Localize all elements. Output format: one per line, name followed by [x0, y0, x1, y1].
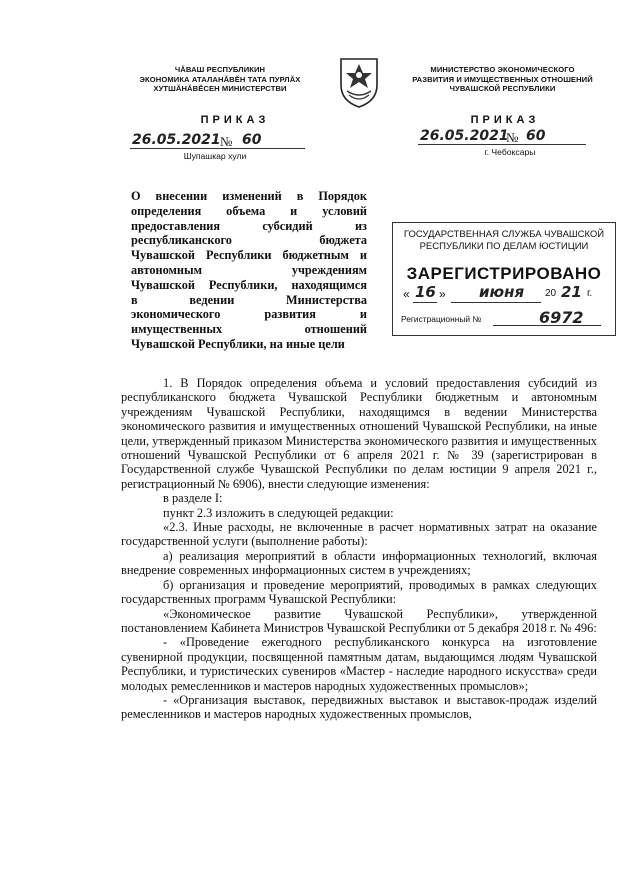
stamp-line-2: РЕСПУБЛИКИ ПО ДЕЛАМ ЮСТИЦИИ: [419, 241, 589, 252]
order-number-left: 60: [242, 132, 262, 148]
header-left-line: ХУТШĂНĂВĔСЕН МИНИСТЕРСТВИ: [153, 84, 287, 94]
stamp-reg-line: [493, 325, 601, 326]
title-line: Чувашской Республики, находящимся: [131, 277, 367, 292]
order-title-left: ПРИКАЗ: [200, 114, 270, 126]
order-place-right: г. Чебоксары: [484, 147, 536, 157]
stamp-year-end: г.: [587, 288, 593, 299]
body-paragraph-8: - «Проведение ежегодного республиканского конкурса на изготовление сувенирной продукции, посвященной памятным датам, выдающимся людям Чувашской Республики, и туристических сувениров «Мастер - наследие народного искусства» среди молодых ремесленников и мастеров народных художественных промыслов»;: [121, 635, 597, 693]
stamp-reg-label: Регистрационный №: [401, 314, 482, 324]
body-paragraph-4: «2.3. Иные расходы, не включенные в расчет нормативных затрат на оказание государственной услуги (выполнение работы):: [121, 520, 597, 549]
stamp-month: июня: [479, 283, 525, 301]
title-line: Чувашской Республики, на иные цели: [131, 336, 345, 351]
title-line: Чувашской Республики бюджетным и: [131, 248, 367, 263]
order-number-right: 60: [526, 128, 546, 144]
body-paragraph-2: в разделе I:: [163, 491, 223, 506]
chuvash-coat-of-arms-icon: [337, 55, 381, 109]
stamp-reg-number: 6972: [539, 308, 584, 327]
header-right-line: РАЗВИТИЯ И ИМУЩЕСТВЕННЫХ ОТНОШЕНИЙ: [412, 74, 593, 84]
stamp-quote-close: »: [439, 287, 446, 301]
title-line: О внесении изменений в Порядок: [131, 189, 367, 203]
order-number-line-right: [418, 128, 586, 145]
stamp-year-prefix: 20: [545, 288, 557, 299]
header-left-line: ЧĂВАШ РЕСПУБЛИКИН: [174, 65, 266, 74]
order-title-right: ПРИКАЗ: [470, 114, 540, 126]
title-line: предоставления субсидий из: [131, 218, 367, 233]
stamp-year-suffix: 21: [561, 283, 582, 301]
stamp-date-row: [401, 283, 607, 305]
stamp-quote-open: «: [403, 287, 410, 301]
stamp-reg-row: [401, 309, 607, 329]
header-left-ministry-chuvash: [120, 65, 320, 94]
header-left-line: ЭКОНОМИКА АТАЛАНĂВĔН ТАТА ПУРЛĂХ: [139, 74, 301, 84]
stamp-day: 16: [415, 283, 436, 301]
order-date-left: 26.05.2021: [132, 132, 221, 148]
body-paragraph-5: а) реализация мероприятий в области информационных технологий, включая внедрение современных информационных систем в учреждениях;: [121, 548, 597, 578]
document-title: [131, 189, 367, 352]
title-line: в ведении Министерства: [131, 292, 367, 307]
title-line: автономным учреждениям: [131, 262, 367, 277]
title-line: имущественных отношений: [131, 322, 367, 337]
body-paragraph-6: б) организация и проведение мероприятий, проводимых в рамках следующих государственных программ Чувашской Республики:: [121, 577, 597, 607]
stamp-registered: ЗАРЕГИСТРИРОВАНО: [406, 264, 602, 283]
header-right-ministry-russian: [400, 65, 605, 94]
body-paragraph-7: «Экономическое развитие Чувашской Республики», утвержденной постановлением Кабинета Министров Чувашской Республики от 5 декабря 2018 г. № 496:: [121, 606, 597, 635]
order-number-line-left: [130, 132, 305, 149]
order-number-sign-left: №: [220, 134, 233, 149]
title-line: определения объема и условий: [131, 203, 367, 218]
header-right-line: ЧУВАШСКОЙ РЕСПУБЛИКИ: [449, 84, 556, 94]
order-place-left: Шупашкар хули: [183, 151, 247, 161]
title-line: экономического развития и: [131, 307, 367, 322]
stamp-month-line: [451, 302, 541, 303]
document-body: [121, 376, 597, 722]
stamp-line-1: ГОСУДАРСТВЕННАЯ СЛУЖБА ЧУВАШСКОЙ: [403, 229, 605, 240]
body-paragraph-1: 1. В Порядок определения объема и условий предоставления субсидий из республиканского бюджета Чувашской Республики бюджетным и автономным учреждениям Чувашской Республики, находящимся в ведении Министерства экономического развития и имущественных отношений Чувашской Республики, на иные цели, утвержденный приказом Министерства экономического развития и имущественных отношений Чувашской Республики от 6 апреля 2021 г. № 39 (зарегистрирован в Государственной службе Чувашской Республики по делам юстиции 9 апреля 2021 г., регистрационный № 6906), внести следующие изменения:: [121, 376, 597, 491]
order-number-sign-right: №: [506, 130, 519, 145]
title-line: республиканского бюджета: [131, 233, 367, 248]
body-paragraph-9: - «Организация выставок, передвижных выставок и выставок-продаж изделий ремесленников и мастеров народных художественных промыслов,: [121, 692, 597, 722]
body-paragraph-3: пункт 2.3 изложить в следующей редакции:: [163, 505, 394, 520]
registration-stamp: [392, 222, 616, 336]
order-date-right: 26.05.2021: [420, 128, 509, 144]
stamp-day-line: [413, 302, 437, 303]
header-right-line: МИНИСТЕРСТВО ЭКОНОМИЧЕСКОГО: [430, 65, 575, 74]
